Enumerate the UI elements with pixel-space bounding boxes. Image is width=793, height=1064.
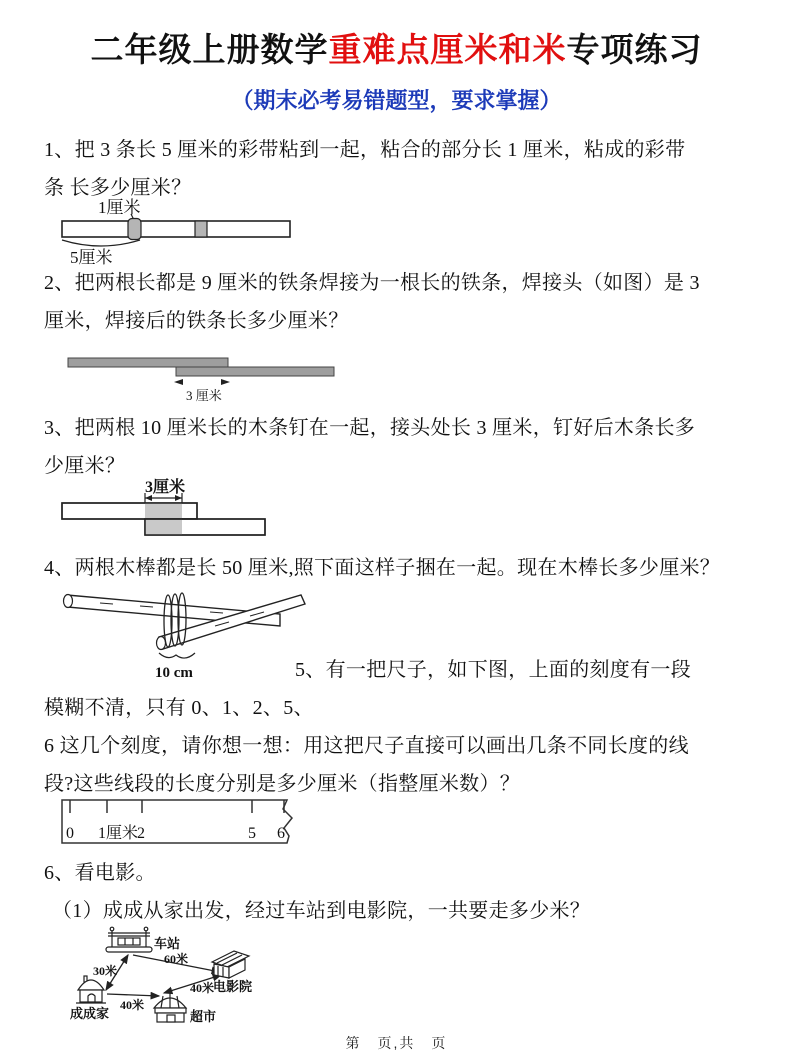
q2-text-line2: 厘米，焊接后的铁条长多少厘米？ — [44, 310, 349, 332]
page-subtitle: （期末必考易错题型，要求掌握） — [231, 88, 562, 113]
q3-overlap-bottom — [145, 519, 182, 535]
q4-stick-1-end — [64, 595, 73, 608]
q5-ruler-label-6: 6 — [277, 825, 285, 842]
q4-brace — [159, 653, 195, 658]
q5-text-line2: 模糊不清，只有 0、1、2、5、 — [44, 697, 314, 719]
q5-text-line3: 6 这几个刻度，请你想一想：用这把尺子直接可以画出几条不同长度的线 — [44, 735, 689, 757]
q2-dim-arrow-left — [174, 379, 183, 385]
q5-text-line4: 段?这些线段的长度分别是多少厘米（指整厘米数）？ — [44, 773, 521, 795]
q6-distance-market-cinema: 40米 — [190, 981, 215, 995]
q6-distance-home-station: 30米 — [93, 964, 118, 978]
q1-ribbon-bar — [62, 221, 290, 237]
q4-stick-2 — [159, 595, 305, 649]
q5-ruler-diagram — [56, 792, 306, 852]
q5-text-line1: 5、有一把尺子，如下图，上面的刻度有一段 — [295, 659, 691, 681]
q2-iron-bars-diagram — [60, 352, 340, 404]
q1-overlap-label: 1厘米 — [98, 198, 141, 217]
bus-station-icon — [106, 927, 152, 952]
q1-segment-brace — [62, 240, 140, 246]
q2-iron-bar-bottom — [176, 367, 334, 376]
q6-part1-text: （1）成成从家出发，经过车站到电影院，一共要走多少米？ — [52, 900, 591, 922]
q1-joint-square-1 — [128, 219, 141, 240]
q3-overlap-top — [145, 503, 182, 519]
q4-text-line1: 4、两根木棒都是长 50 厘米,照下面这样子捆在一起。现在木棒长多少厘米？ — [44, 557, 721, 579]
q2-iron-bar-top — [68, 358, 228, 367]
q5-ruler-label-2: 2 — [137, 825, 145, 842]
title-prefix: 二年级上册数学 — [90, 33, 329, 69]
q3-text-line1: 3、把两根 10 厘米长的木条钉在一起，接头处长 3 厘米，钉好后木条长多 — [44, 417, 696, 439]
q2-text-line1: 2、把两根长都是 9 厘米的铁条焊接为一根长的铁条，焊接头（如图）是 3 — [44, 272, 700, 294]
q6-heading: 6、看电影。 — [44, 862, 156, 884]
q6-route-map — [40, 918, 340, 1040]
q1-text-line1: 1、把 3 条长 5 厘米的彩带粘到一起，粘合的部分长 1 厘米，粘成的彩带 — [44, 139, 686, 161]
q6-distance-home-market: 40米 — [120, 998, 145, 1012]
q6-path-home-market — [107, 994, 159, 996]
q5-ruler-label-5: 5 — [248, 825, 256, 842]
q1-joint-square-2 — [195, 221, 207, 237]
q2-overlap-label: 3 厘米 — [186, 388, 222, 403]
q3-wood-bars-diagram — [55, 478, 285, 550]
q2-dim-arrow-right — [221, 379, 230, 385]
q4-stick-2-end — [157, 637, 166, 650]
q3-text-line2: 少厘米？ — [44, 455, 126, 477]
q4-length-label: 10 cm — [155, 665, 193, 681]
q4-sticks-diagram — [55, 583, 315, 683]
home-icon — [76, 976, 106, 1003]
cinema-icon — [212, 951, 249, 978]
title-suffix: 专项练习 — [566, 33, 703, 69]
q1-segment-label: 5厘米 — [70, 248, 113, 267]
page-title — [0, 24, 793, 71]
q1-text-line2: 条 长多少厘米？ — [44, 177, 192, 199]
q5-ruler-label-1cm: 1厘米 — [98, 825, 139, 842]
q6-distance-station-cinema: 60米 — [164, 952, 189, 966]
q3-overlap-label: 3厘米 — [145, 479, 186, 496]
q6-label-station: 车站 — [154, 936, 181, 951]
q5-ruler-body — [62, 800, 292, 843]
q6-label-cinema: 电影院 — [213, 979, 253, 994]
title-highlight: 重难点厘米和米 — [328, 33, 567, 69]
page-footer: 第 页,共 页 — [345, 1035, 448, 1051]
q5-ruler-label-0: 0 — [66, 825, 74, 842]
q1-ribbon-diagram — [55, 197, 305, 267]
q6-label-market: 超市 — [190, 1009, 217, 1024]
q6-label-home: 成成家 — [70, 1006, 110, 1021]
